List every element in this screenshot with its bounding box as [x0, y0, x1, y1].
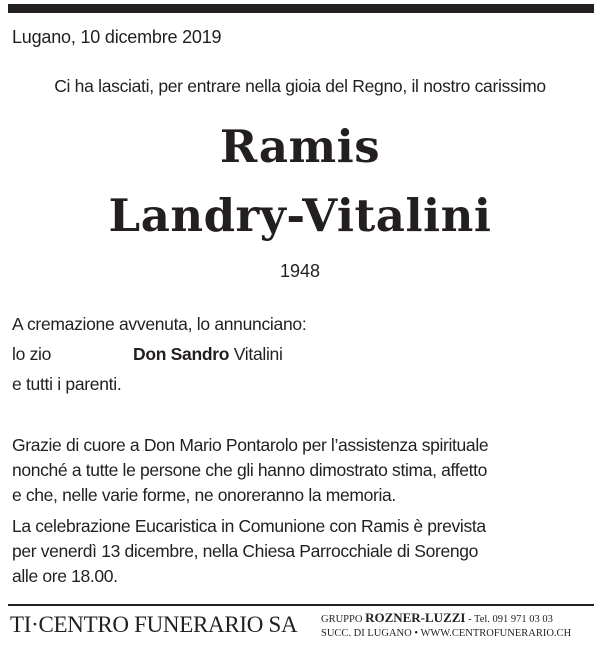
footer-line-2	[321, 627, 597, 641]
celebration-line: per venerdì 13 dicembre, nella Chiesa Parrocchiale di Sorengo	[12, 541, 479, 561]
thanks-line: e che, nelle varie forme, ne onoreranno la memoria.	[12, 485, 396, 505]
deceased-last-name: Landry-Vitalini	[108, 189, 492, 242]
relative-surname: Vitalini	[233, 344, 283, 364]
deceased-first-name: Ramis	[219, 120, 381, 173]
branch: SUCC. DI LUGANO	[321, 628, 412, 639]
relative-name	[133, 344, 283, 365]
footer-rule	[8, 604, 594, 606]
relation-label: lo zio	[12, 344, 52, 364]
phone: - Tel. 091 971 03 03	[468, 614, 553, 625]
footer-line-1	[321, 611, 597, 627]
place-date: Lugano, 10 dicembre 2019	[12, 27, 222, 47]
thanks-line: Grazie di cuore a Don Mario Pontarolo per l’assistenza spirituale	[12, 435, 489, 455]
celebration-paragraph	[12, 514, 597, 589]
announcement-intro: A cremazione avvenuta, lo annunciano:	[12, 314, 307, 334]
celebration-line: alle ore 18.00.	[12, 566, 118, 586]
group-name: ROZNER-LUZZI	[365, 610, 466, 625]
thanks-paragraph	[12, 433, 597, 508]
funeral-company-name: TI·CENTRO FUNERARIO SA	[10, 612, 298, 637]
relative-first-name: Don Sandro	[133, 344, 230, 364]
intro-text: Ci ha lasciati, per entrare nella gioia del Regno, il nostro carissimo	[54, 76, 546, 96]
birth-year: 1948	[279, 261, 321, 281]
celebration-line: La celebrazione Eucaristica in Comunione con Ramis è prevista	[12, 516, 486, 536]
group-label: GRUPPO	[321, 614, 363, 625]
others-label: e tutti i parenti.	[12, 374, 122, 394]
website: • WWW.CENTROFUNERARIO.CH	[414, 628, 572, 639]
thanks-line: nonché a tutte le persone che gli hanno dimostrato stima, affetto	[12, 460, 488, 480]
funeral-company-info	[321, 611, 597, 641]
top-rule	[8, 4, 594, 13]
